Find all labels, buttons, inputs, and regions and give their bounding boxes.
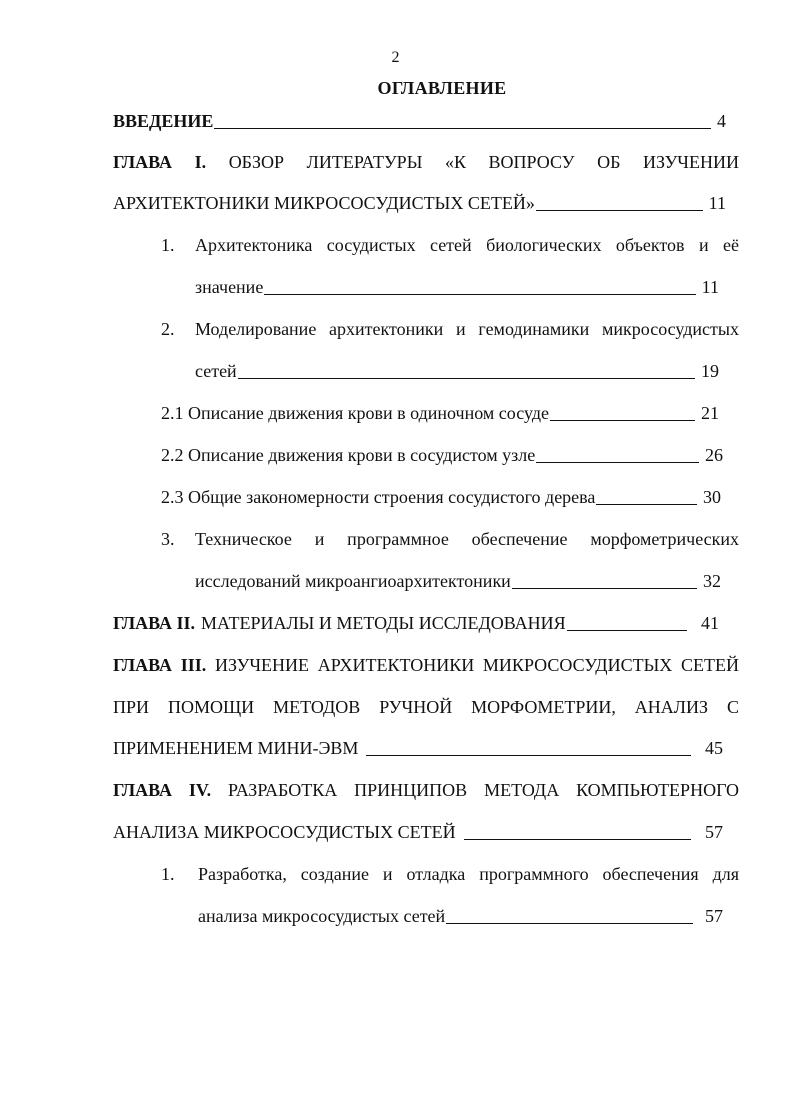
toc-entry-section-2-cont[interactable] [195, 360, 719, 382]
toc-entry-label: ПРИМЕНЕНИЕМ МИНИ-ЭВМ [113, 738, 359, 758]
toc-page-number: 21 [701, 403, 719, 423]
dot-leader [536, 462, 699, 463]
dot-leader [214, 128, 711, 129]
toc-page-number: 57 [705, 906, 723, 926]
toc-entry-label: значение [195, 277, 264, 297]
chapter-prefix: ГЛАВА III. [113, 655, 207, 675]
toc-entry-section-4-1[interactable] [198, 863, 739, 885]
toc-entry-section-2-3[interactable] [161, 486, 721, 508]
toc-entry-section-2-1[interactable] [161, 402, 719, 424]
toc-page-number: 32 [703, 571, 721, 591]
toc-entry-chapter-3-cont[interactable] [113, 696, 739, 718]
toc-page-number: 11 [708, 193, 726, 213]
dot-leader [464, 839, 691, 840]
toc-entry-chapter-2[interactable] [113, 612, 719, 634]
toc-entry-chapter-1-cont[interactable] [113, 192, 726, 214]
toc-entry-chapter-4-cont[interactable] [113, 821, 723, 843]
toc-page-number: 41 [701, 613, 719, 633]
toc-entry-section-2-2[interactable] [161, 444, 723, 466]
toc-entry-label: Техническое и программное обеспечение морфометрических [195, 529, 739, 549]
toc-entry-section-4-1-cont[interactable] [198, 905, 723, 927]
toc-entry-label: Разработка, создание и отладка программного обеспечения для [198, 864, 739, 884]
toc-page-number: 30 [703, 487, 721, 507]
toc-entry-section-3[interactable] [195, 528, 739, 550]
toc-entry-label: ВВЕДЕНИЕ [113, 111, 214, 131]
dot-leader [512, 588, 697, 589]
toc-entry-label: РАЗРАБОТКА ПРИНЦИПОВ МЕТОДА КОМПЬЮТЕРНОГО [228, 780, 740, 800]
section-number: 2. [161, 319, 175, 339]
dot-leader [366, 755, 691, 756]
toc-entry-label: МАТЕРИАЛЫ И МЕТОДЫ ИССЛЕДОВАНИЯ [201, 613, 566, 633]
toc-page-number: 45 [705, 738, 723, 758]
toc-entry-section-1[interactable] [195, 234, 739, 256]
toc-entry-label: сетей [195, 361, 237, 381]
toc-entry-section-1-cont[interactable] [195, 276, 719, 298]
toc-entry-label: ИЗУЧЕНИЕ АРХИТЕКТОНИКИ МИКРОСОСУДИСТЫХ СЕТЕЙ [215, 655, 739, 675]
dot-leader [536, 210, 703, 211]
dot-leader [264, 294, 695, 295]
toc-page-number: 57 [705, 822, 723, 842]
section-number: 3. [161, 529, 175, 549]
toc-page-number: 19 [701, 361, 719, 381]
toc-entry-label: Моделирование архитектоники и гемодинамики микрососудистых [195, 319, 739, 339]
dot-leader [238, 378, 695, 379]
section-number: 1. [161, 235, 175, 255]
section-number: 1. [161, 864, 175, 884]
toc-entry-intro[interactable] [113, 110, 726, 132]
toc-entry-chapter-4[interactable] [113, 779, 739, 801]
dot-leader [446, 923, 693, 924]
toc-page-number: 26 [705, 445, 723, 465]
dot-leader [550, 420, 695, 421]
toc-entry-label: 2.1 Описание движения крови в одиночном сосуде [161, 403, 549, 423]
toc-entry-section-3-cont[interactable] [195, 570, 721, 592]
page-title: ОГЛАВЛЕНИЕ [377, 78, 507, 98]
toc-entry-label: 2.2 Описание движения крови в сосудистом узле [161, 445, 536, 465]
toc-page-number: 4 [717, 111, 726, 131]
chapter-prefix: ГЛАВА IV. [113, 780, 212, 800]
toc-page-number: 11 [701, 277, 719, 297]
toc-entry-chapter-3[interactable] [113, 654, 739, 676]
toc-entry-chapter-1[interactable] [113, 151, 739, 173]
toc-entry-label: АНАЛИЗА МИКРОСОСУДИСТЫХ СЕТЕЙ [113, 822, 456, 842]
toc-entry-label: 2.3 Общие закономерности строения сосудистого дерева [161, 487, 596, 507]
dot-leader [596, 504, 697, 505]
toc-entry-label: ОБЗОР ЛИТЕРАТУРЫ «К ВОПРОСУ ОБ ИЗУЧЕНИИ [228, 152, 739, 172]
chapter-prefix: ГЛАВА II. [113, 613, 196, 633]
chapter-prefix: ГЛАВА I. [113, 152, 207, 172]
page-number: 2 [391, 49, 400, 66]
toc-entry-label: Архитектоника сосудистых сетей биологических объектов и её [195, 235, 739, 255]
toc-entry-label: ПРИ ПОМОЩИ МЕТОДОВ РУЧНОЙ МОРФОМЕТРИИ, АНАЛИЗ С [113, 697, 739, 717]
toc-entry-section-2[interactable] [195, 318, 739, 340]
toc-entry-label: исследований микроангиоархитектоники [195, 571, 511, 591]
dot-leader [567, 630, 687, 631]
toc-entry-chapter-3-cont2[interactable] [113, 737, 723, 759]
toc-entry-label: АРХИТЕКТОНИКИ МИКРОСОСУДИСТЫХ СЕТЕЙ» [113, 193, 535, 213]
toc-entry-label: анализа микрососудистых сетей [198, 906, 446, 926]
